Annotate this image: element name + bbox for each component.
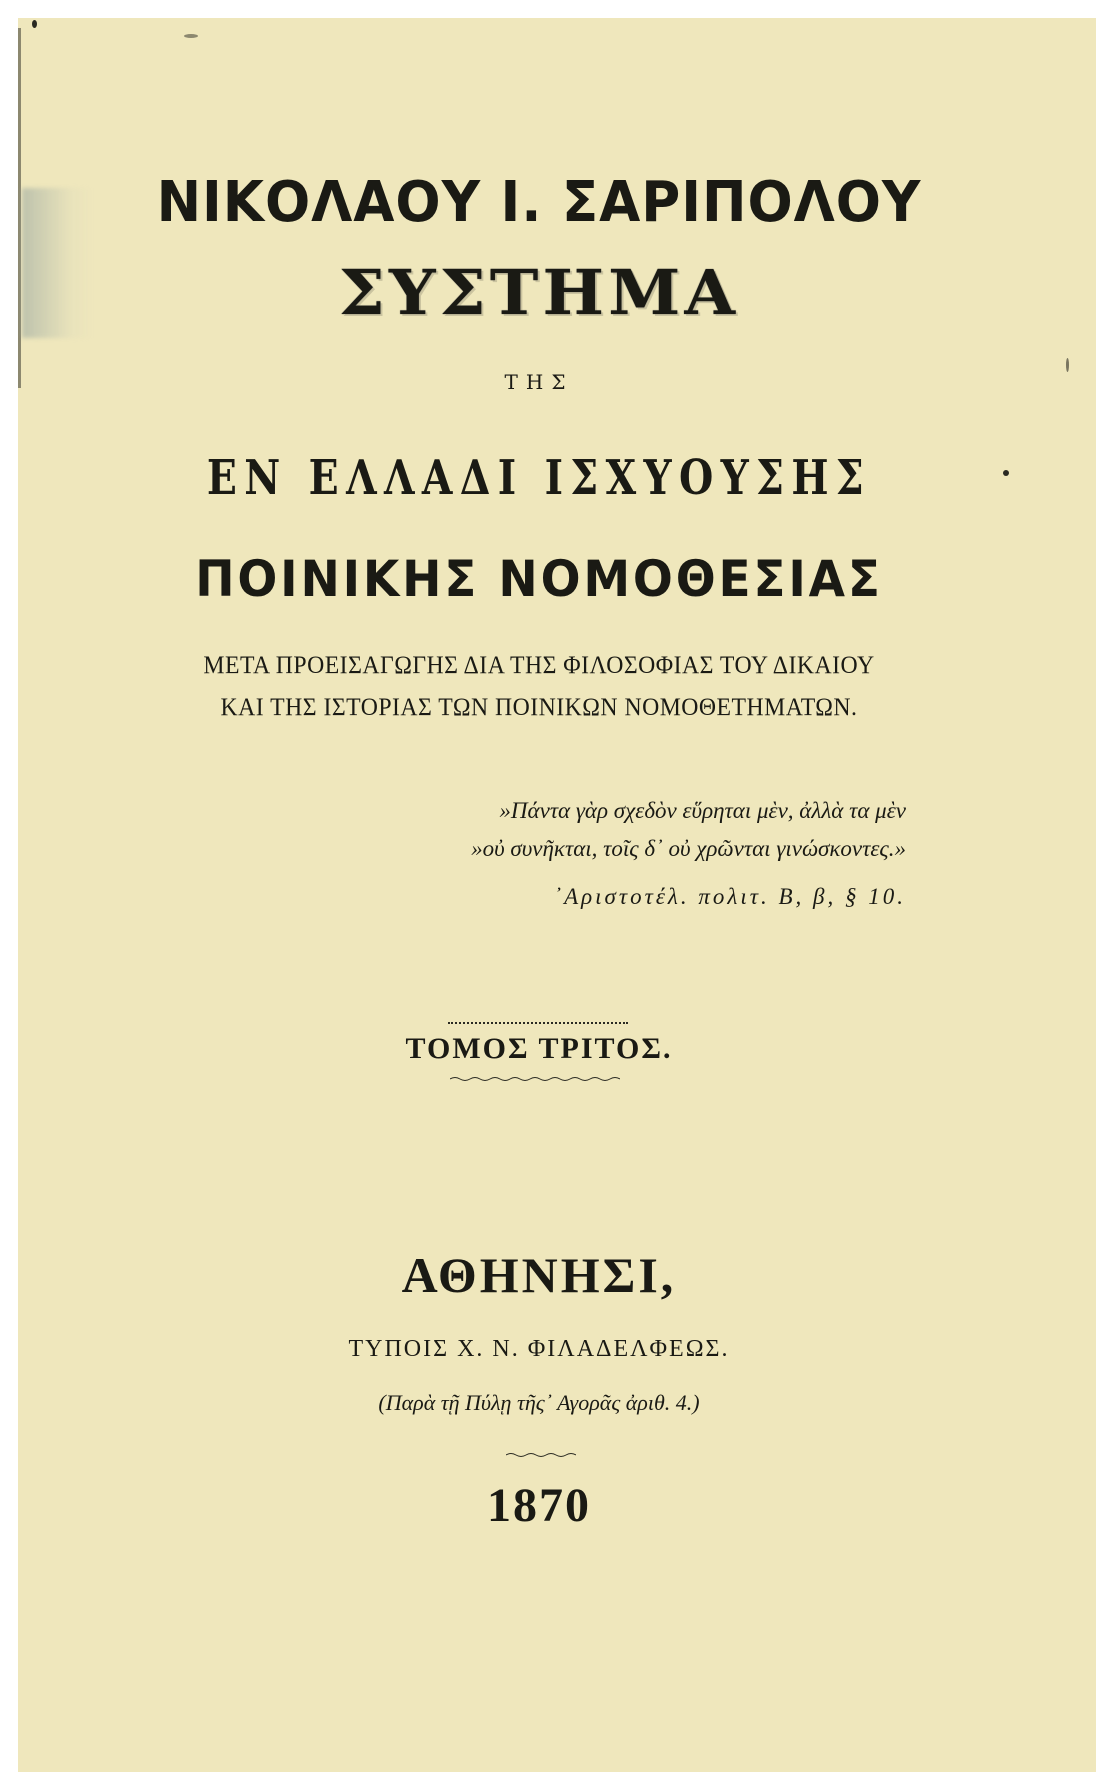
epigraph-line-1: »Πάντα γὰρ σχεδὸν εὕρηται μὲν, ἀλλὰ τα μὲν (499, 798, 906, 823)
epigraph-citation: ᾽Αριστοτέλ. πολιτ. Β, β, § 10. (553, 884, 906, 909)
subtitle-line-1: ΕΝ ΕΛΛΑΔΙ ΙΣΧΥΟΥΣΗΣ (206, 450, 872, 506)
imprint-city: ΑΘΗΝΗΣΙ, (401, 1247, 677, 1303)
ink-speck (184, 34, 198, 38)
imprint-year: 1870 (487, 1479, 591, 1532)
subtitle-line-2: ΠΟΙΝΙΚΗΣ ΝΟΜΟΘΕΣΙΑΣ (195, 550, 883, 608)
title-page (18, 18, 1096, 1772)
description-line-1: ΜΕΤΑ ΠΡΟΕΙΣΑΓΩΓΗΣ ΔΙΑ ΤΗΣ ΦΙΛΟΣΟΦΙΑΣ ΤΟΥ ΔΙΚΑΙΟΥ (203, 652, 875, 679)
volume-rule-bottom (450, 1076, 620, 1082)
volume-rule-top (448, 1022, 628, 1024)
imprint-printer: ΤΥΠΟΙΣ Χ. Ν. ΦΙΛΑΔΕΛΦΕΩΣ. (348, 1336, 730, 1362)
author-name: ΝΙΚΟΛΑΟΥ Ι. ΣΑΡΙΠΟΛΟΥ (156, 170, 922, 235)
title-connector: ΤΗΣ (504, 370, 574, 394)
ink-speck (32, 20, 37, 28)
main-title: ΣΥΣΤΗΜΑ (338, 256, 740, 329)
volume-label: ΤΟΜΟΣ ΤΡΙΤΟΣ. (405, 1032, 673, 1065)
imprint-address: (Παρὰ τῇ Πύλῃ τῆς᾽ Αγορᾶς ἀριθ. 4.) (378, 1390, 700, 1415)
ink-speck (1003, 470, 1009, 476)
description-line-2: ΚΑΙ ΤΗΣ ΙΣΤΟΡΙΑΣ ΤΩΝ ΠΟΙΝΙΚΩΝ ΝΟΜΟΘΕΤΗΜΑΤΩΝ. (220, 694, 858, 721)
epigraph-line-2: »οὐ συνῆκται, τοῖς δ᾽ οὐ χρῶνται γινώσκοντες.» (471, 836, 906, 861)
imprint-rule (506, 1452, 576, 1458)
binding-edge-mark (18, 28, 21, 388)
